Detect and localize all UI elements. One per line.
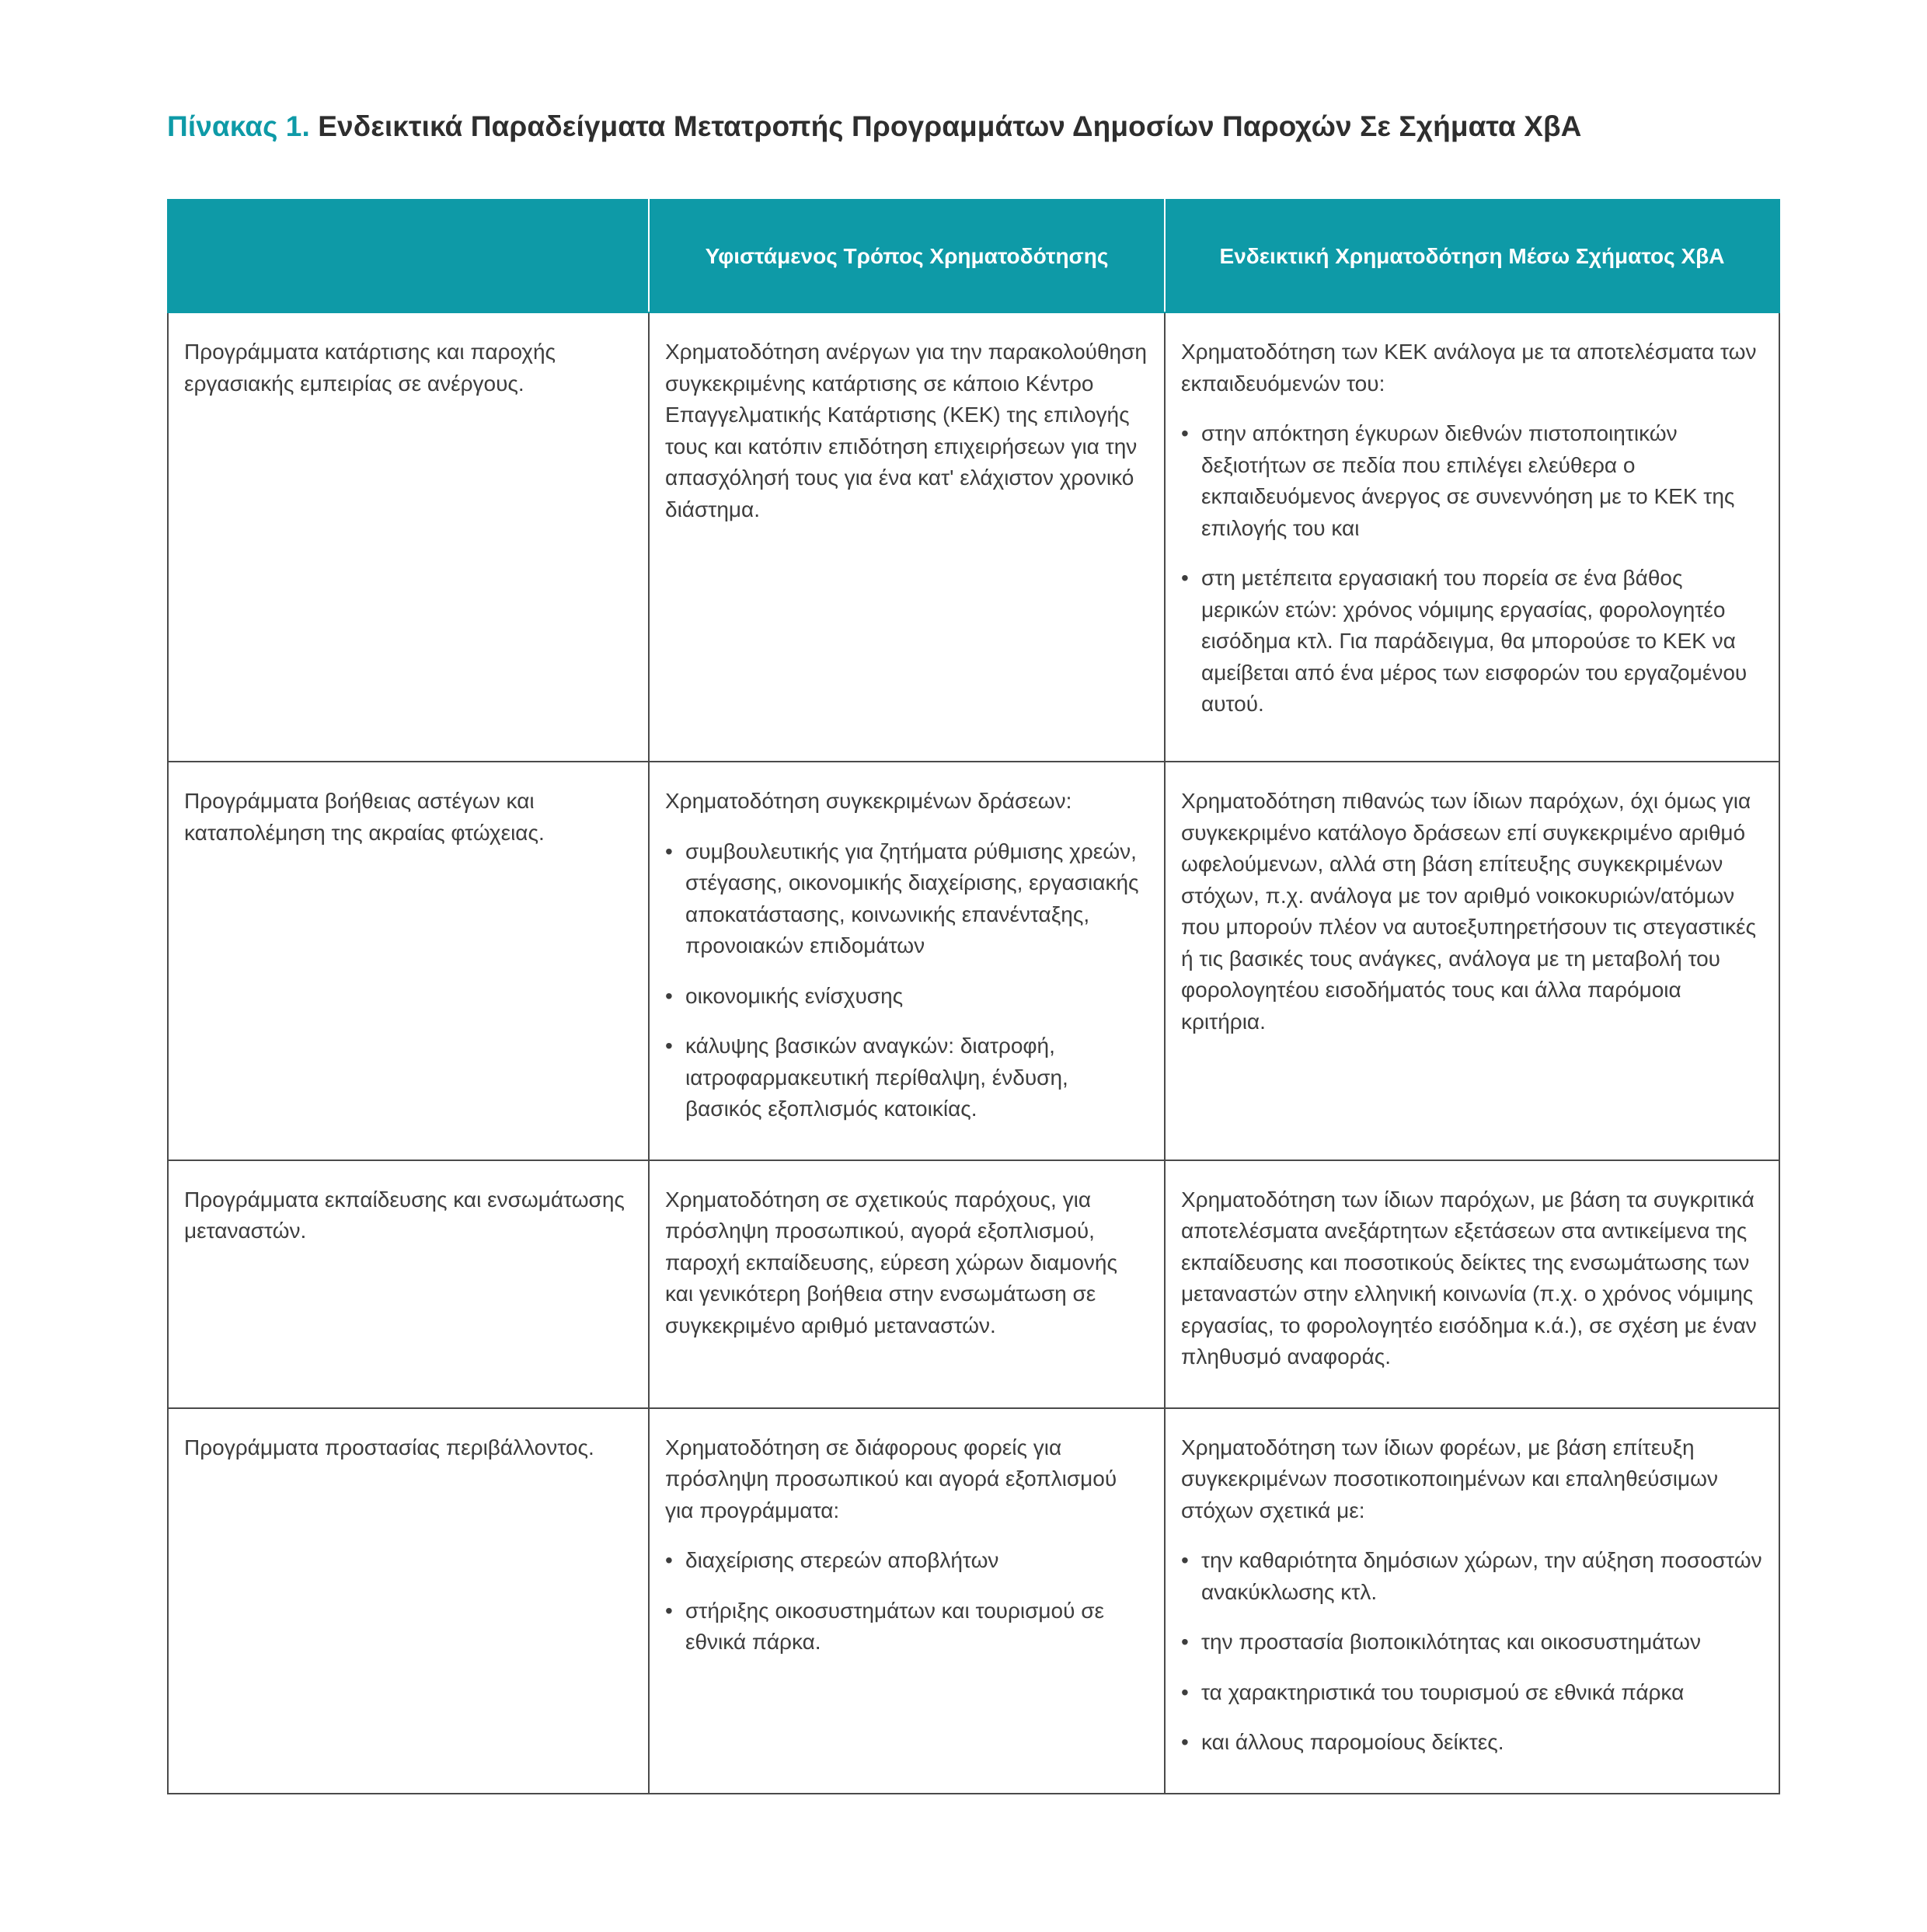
current-funding-intro: Χρηματοδότηση ανέργων για την παρακολούθηση συγκεκριμένης κατάρτισης σε κάποιο Κέντρο Επαγγελματικής Κατάρτισης (ΚΕΚ) της επιλογής τους και κατόπιν επιδότηση επιχειρήσεων για την απασχόλησή τους για ένα κατ' ελάχιστον χρονικό διάστημα.: [665, 340, 1147, 521]
header-proposed-funding: Ενδεικτική Χρηματοδότηση Μέσω Σχήματος ΧβΑ: [1165, 200, 1779, 312]
program-label: Προγράμματα κατάρτισης και παροχής εργασιακής εμπειρίας σε ανέργους.: [184, 340, 556, 396]
header-program: [168, 200, 649, 312]
table-row: [168, 312, 1779, 762]
proposed-funding-cell: [1165, 312, 1779, 762]
bullet-item: • την προστασία βιοποικιλότητας και οικοσυστημάτων: [1181, 1627, 1765, 1658]
table-row: [168, 762, 1779, 1160]
bullet-item: • κάλυψης βασικών αναγκών: διατροφή, ιατροφαρμακευτική περίθαλψη, ένδυση, βασικός εξοπλισμός κατοικίας.: [665, 1031, 1150, 1125]
table-row: [168, 1160, 1779, 1408]
bullet-item: • στην απόκτηση έγκυρων διεθνών πιστοποιητικών δεξιοτήτων σε πεδία που επιλέγει ελεύθερα ο εκπαιδευόμενος άνεργος σε συνεννόηση με το ΚΕΚ της επιλογής του και: [1181, 418, 1765, 544]
current-funding-cell: [649, 1408, 1165, 1794]
current-funding-bullet-list: [665, 836, 1150, 1125]
program-cell: [168, 1160, 649, 1408]
current-funding-intro: Χρηματοδότηση συγκεκριμένων δράσεων:: [665, 789, 1072, 813]
comparison-table: [167, 199, 1780, 1794]
bullet-item: • διαχείρισης στερεών αποβλήτων: [665, 1545, 1150, 1577]
program-cell: [168, 1408, 649, 1794]
page-title: [167, 110, 1582, 143]
proposed-funding-intro: Χρηματοδότηση των ίδιων φορέων, με βάση επίτευξη συγκεκριμένων ποσοτικοποιημένων και επαληθεύσιμων στόχων σχετικά με:: [1181, 1435, 1718, 1522]
current-funding-cell: [649, 1160, 1165, 1408]
bullet-item: • στήριξης οικοσυστημάτων και τουρισμού σε εθνικά πάρκα.: [665, 1595, 1150, 1658]
program-label: Προγράμματα προστασίας περιβάλλοντος.: [184, 1435, 594, 1459]
bullet-item: • στη μετέπειτα εργασιακή του πορεία σε ένα βάθος μερικών ετών: χρόνος νόμιμης εργασίας, φορολογητέο εισόδημα κτλ. Για παράδειγμα, θα μπορούσε το ΚΕΚ να αμείβεται από ένα μέρος των εισφορών του εργαζομένου αυτού.: [1181, 563, 1765, 720]
current-funding-intro: Χρηματοδότηση σε διάφορους φορείς για πρόσληψη προσωπικού και αγορά εξοπλισμού για προγράμματα:: [665, 1435, 1117, 1522]
proposed-funding-intro: Χρηματοδότηση πιθανώς των ίδιων παρόχων, όχι όμως για συγκεκριμένο κατάλογο δράσεων επί συγκεκριμένο αριθμό ωφελούμενων, αλλά στη βάση επίτευξης συγκεκριμένων στόχων, π.χ. ανάλογα με τον αριθμό νοικοκυριών/ατόμων που μπορούν πλέον να αυτοεξυπηρετήσουν τις στεγαστικές ή τις βασικές τους ανάγκες, ανάλογα με τη μεταβολή του φορολογητέου εισοδήματός τους και άλλα παρόμοια κριτήρια.: [1181, 789, 1756, 1034]
bullet-item: • και άλλους παρομοίους δείκτες.: [1181, 1727, 1765, 1759]
current-funding-intro: Χρηματοδότηση σε σχετικούς παρόχους, για πρόσληψη προσωπικού, αγορά εξοπλισμού, παροχή εκπαίδευσης, εύρεση χώρων διαμονής και γενικότερη βοήθεια στην ενσωμάτωση σε συγκεκριμένο αριθμό μεταναστών.: [665, 1187, 1117, 1337]
program-label: Προγράμματα βοήθειας αστέγων και καταπολέμηση της ακραίας φτώχειας.: [184, 789, 545, 845]
bullet-item: • οικονομικής ενίσχυσης: [665, 981, 1150, 1013]
proposed-funding-bullet-list: [1181, 418, 1765, 720]
table-title-text: Ενδεικτικά Παραδείγματα Μετατροπής Προγραμμάτων Δημοσίων Παροχών Σε Σχήματα ΧβΑ: [318, 110, 1582, 142]
bullet-item: • τα χαρακτηριστικά του τουρισμού σε εθνικά πάρκα: [1181, 1677, 1765, 1709]
header-current-funding: Υφιστάμενος Τρόπος Χρηματοδότησης: [649, 200, 1165, 312]
table-row: [168, 1408, 1779, 1794]
current-funding-cell: [649, 312, 1165, 762]
current-funding-bullet-list: [665, 1545, 1150, 1658]
proposed-funding-intro: Χρηματοδότηση των ίδιων παρόχων, με βάση τα συγκριτικά αποτελέσματα ανεξάρτητων εξετάσεων στα αντικείμενα της εκπαίδευσης και ποσοτικούς δείκτες της ενσωμάτωσης των μεταναστών στην ελληνική κοινωνία (π.χ. ο χρόνος νόμιμης εργασίας, το φορολογητέο εισόδημα κ.ά.), σε σχέση με έναν πληθυσμό αναφοράς.: [1181, 1187, 1757, 1369]
table-number: Πίνακας 1.: [167, 110, 310, 142]
header-row: [168, 200, 1779, 312]
proposed-funding-cell: [1165, 1160, 1779, 1408]
program-cell: [168, 312, 649, 762]
proposed-funding-intro: Χρηματοδότηση των ΚΕΚ ανάλογα με τα αποτελέσματα των εκπαιδευόμενών του:: [1181, 340, 1757, 396]
bullet-item: • την καθαριότητα δημόσιων χώρων, την αύξηση ποσοστών ανακύκλωσης κτλ.: [1181, 1545, 1765, 1608]
program-label: Προγράμματα εκπαίδευσης και ενσωμάτωσης μεταναστών.: [184, 1187, 625, 1243]
current-funding-cell: [649, 762, 1165, 1160]
proposed-funding-cell: [1165, 762, 1779, 1160]
program-cell: [168, 762, 649, 1160]
proposed-funding-cell: [1165, 1408, 1779, 1794]
bullet-item: • συμβουλευτικής για ζητήματα ρύθμισης χρεών, στέγασης, οικονομικής διαχείρισης, εργασιακής αποκατάστασης, κοινωνικής επανένταξης, προνοιακών επιδομάτων: [665, 836, 1150, 962]
proposed-funding-bullet-list: [1181, 1545, 1765, 1759]
